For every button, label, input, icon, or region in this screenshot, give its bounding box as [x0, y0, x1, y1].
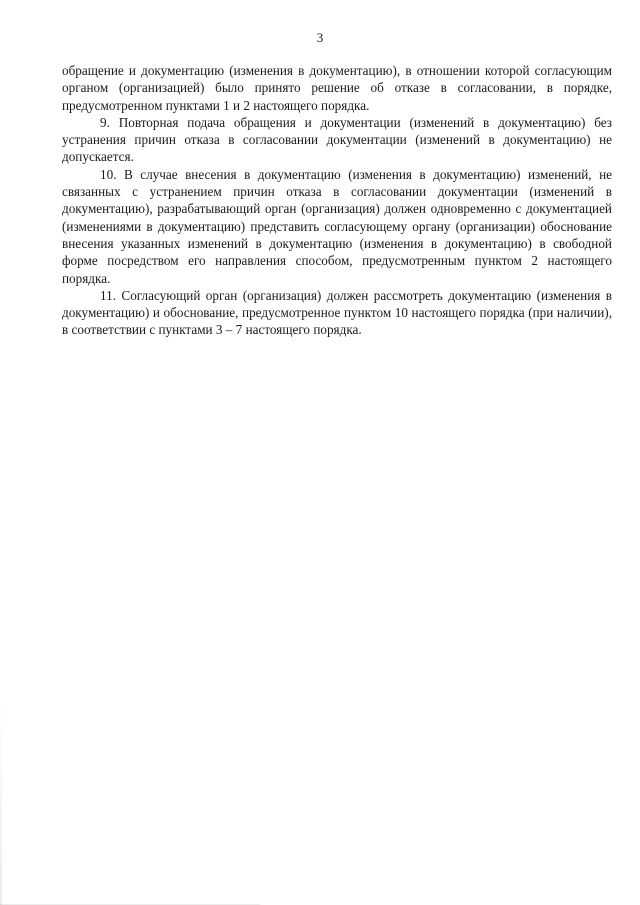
paragraph-item-10: 10. В случае внесения в документацию (изменения в документацию) изменений, не связанных с устранением причин отказа в согласовании документации (изменений в документацию), разрабатывающий орган (организация) должен одновременно с документацией (изменениями в документацию) представить согласующему органу (организации) обоснование внесения указанных изменений в документацию (изменения в документацию) в свободной форме посредством его направления способом, предусмотренным пунктом 2 настоящего порядка.: [62, 166, 612, 286]
scan-edge-shadow: [0, 700, 2, 905]
paragraph-item-9: 9. Повторная подача обращения и документации (изменений в документацию) без устранения причин отказа в согласовании документации (изменений в документацию) не допускается.: [62, 114, 612, 165]
paragraph-item-11: 11. Согласующий орган (организация) должен рассмотреть документацию (изменения в документацию) и обоснование, предусмотренное пунктом 10 настоящего порядка (при наличии), в соответствии с пунктами 3 – 7 настоящего порядка.: [62, 287, 612, 338]
page-number: 3: [316, 30, 324, 45]
paragraph-continuation: обращение и документацию (изменения в документацию), в отношении которой согласующим органом (организацией) было принято решение об отказе в согласовании, в порядке, предусмотренном пунктами 1 и 2 настоящего порядка.: [62, 63, 612, 113]
document-body: [62, 62, 612, 339]
